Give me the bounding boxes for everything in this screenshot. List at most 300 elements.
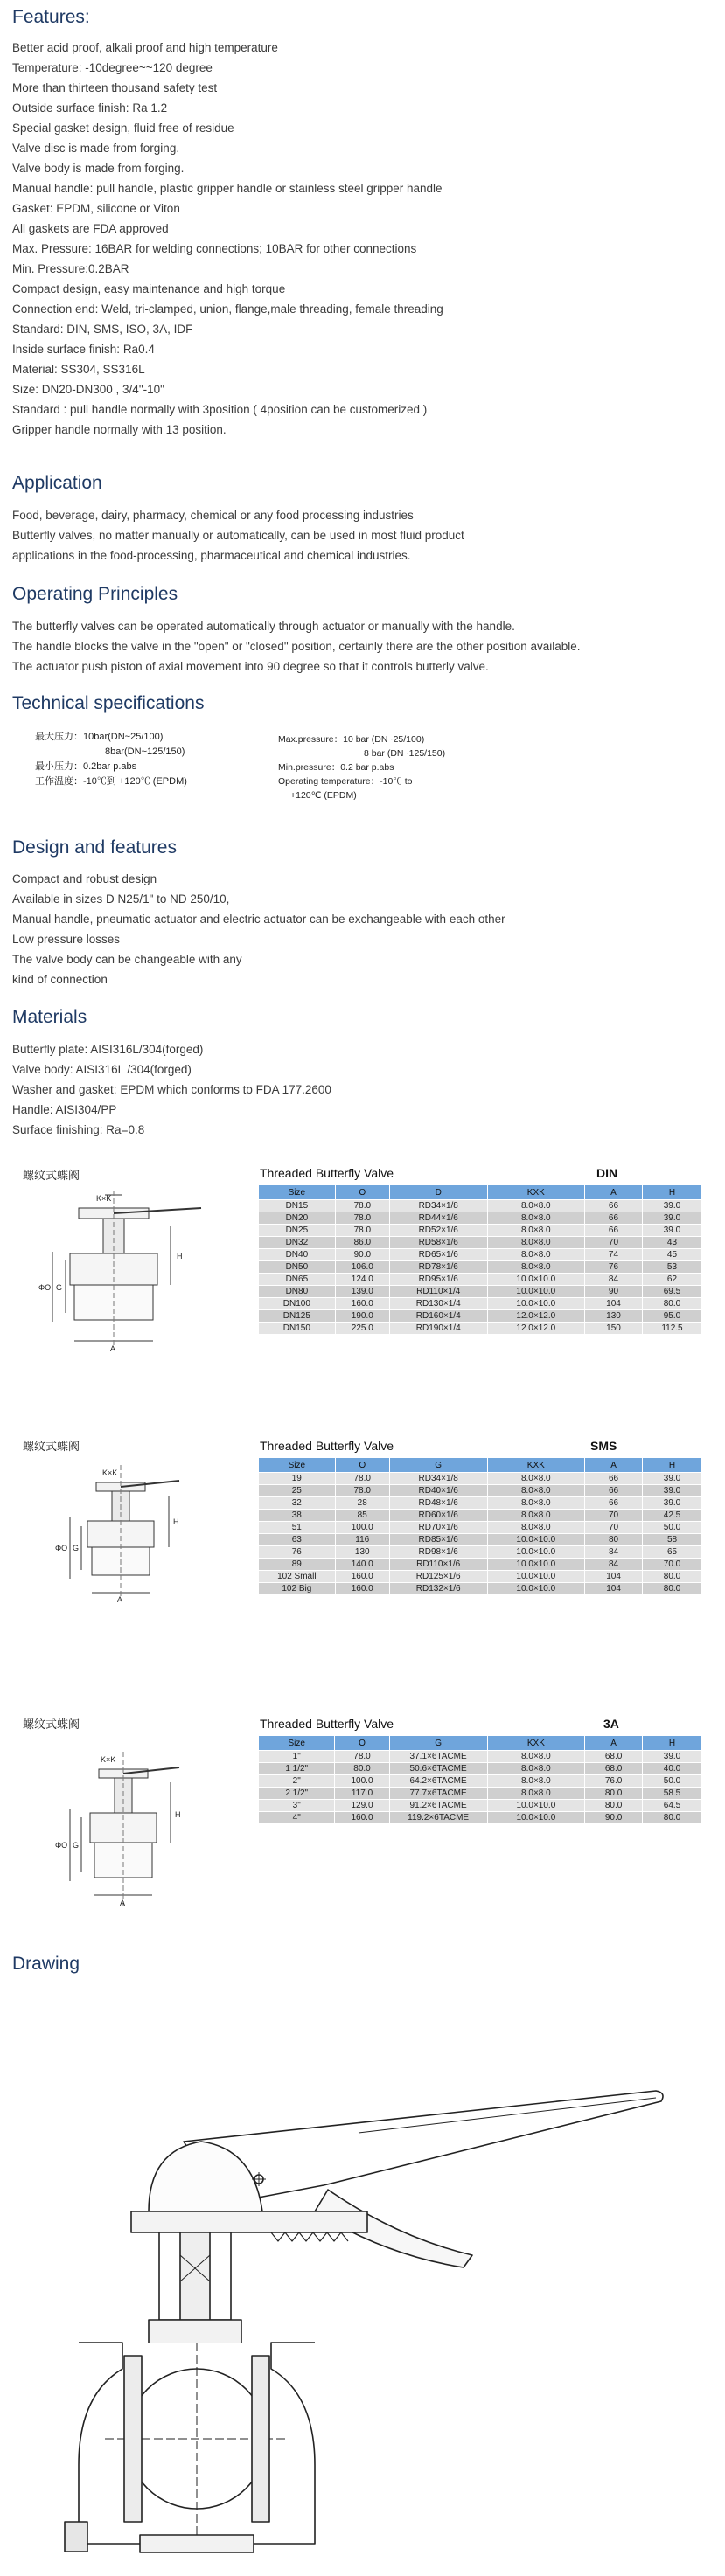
- table-cell: 64.2×6TACME: [389, 1775, 487, 1788]
- features-list-line: Outside surface finish: Ra 1.2: [12, 101, 168, 115]
- 3a-dimension-table: [258, 1735, 702, 1824]
- table-cell: 78.0: [335, 1200, 389, 1212]
- table-cell: 10.0×10.0: [487, 1546, 585, 1559]
- din-dimension-table: [258, 1184, 702, 1335]
- table-cell: 39.0: [643, 1497, 702, 1510]
- 3a-sketch-h-label: H: [175, 1810, 181, 1819]
- sms-sketch-g-label: G: [73, 1544, 80, 1552]
- din-sketch-g-label: G: [56, 1283, 63, 1292]
- table-cell: 66: [585, 1212, 643, 1225]
- table-cell: 37.1×6TACME: [389, 1751, 487, 1763]
- table-cell: RD190×1/4: [389, 1323, 487, 1335]
- din-sketch-a-label: A: [110, 1344, 116, 1353]
- table-cell: 85: [335, 1510, 389, 1522]
- operating-principles-text-line: The handle blocks the valve in the "open" or "closed" position, certainly there are the other position available.: [12, 640, 581, 653]
- table-cell: 70: [585, 1237, 643, 1249]
- design-features-list-line: kind of connection: [12, 973, 108, 986]
- drawing-heading: Drawing: [12, 1954, 80, 1974]
- sms-table-standard: SMS: [590, 1439, 617, 1453]
- design-features-list-line: Compact and robust design: [12, 872, 157, 885]
- table-row: [259, 1225, 702, 1237]
- table-cell: DN20: [259, 1212, 336, 1225]
- table-cell: 80.0: [643, 1812, 702, 1824]
- table-cell: 104: [585, 1571, 643, 1583]
- table-cell: DN125: [259, 1310, 336, 1323]
- features-list-line: Manual handle: pull handle, plastic gripper handle or stainless steel gripper handle: [12, 182, 443, 195]
- 3a-sketch-o-label: ΦO: [55, 1841, 68, 1850]
- table-cell: 8.0×8.0: [487, 1473, 585, 1485]
- table-cell: 80.0: [585, 1800, 643, 1812]
- sms-table-title: Threaded Butterfly Valve: [260, 1439, 394, 1453]
- din-sketch-kxk-label: K×K: [96, 1194, 112, 1203]
- features-list-line: Standard : pull handle normally with 3position ( 4position can be customerized ): [12, 403, 428, 416]
- table-row: [259, 1497, 702, 1510]
- table-cell: 160.0: [335, 1298, 389, 1310]
- table-cell: 66: [585, 1473, 643, 1485]
- table-cell: 76: [259, 1546, 336, 1559]
- table-cell: 38: [259, 1510, 336, 1522]
- table-cell: 53: [642, 1261, 701, 1274]
- operating-principles-text-line: The butterfly valves can be operated automatically through actuator or manually with the handle.: [12, 620, 515, 633]
- sms-sketch-o-label: ΦO: [55, 1544, 68, 1552]
- table-cell: RD34×1/8: [389, 1473, 487, 1485]
- table-cell: 130: [585, 1310, 643, 1323]
- materials-heading: Materials: [12, 1007, 87, 1027]
- drawing-seat-left: [124, 2356, 142, 2522]
- table-row: [259, 1473, 702, 1485]
- table-cell: 119.2×6TACME: [389, 1812, 487, 1824]
- column-header: Size: [259, 1458, 336, 1473]
- features-list-line: More than thirteen thousand safety test: [12, 81, 218, 94]
- table-cell: 84: [585, 1546, 643, 1559]
- table-cell: 117.0: [335, 1788, 389, 1800]
- table-cell: 39.0: [642, 1212, 701, 1225]
- features-list-line: Better acid proof, alkali proof and high temperature: [12, 41, 278, 54]
- table-cell: 116: [335, 1534, 389, 1546]
- table-cell: RD110×1/6: [389, 1559, 487, 1571]
- table-cell: RD40×1/6: [389, 1485, 487, 1497]
- table-cell: 8.0×8.0: [487, 1485, 585, 1497]
- table-cell: DN100: [259, 1298, 336, 1310]
- column-header: A: [585, 1185, 643, 1200]
- table-cell: DN40: [259, 1249, 336, 1261]
- design-features-heading: Design and features: [12, 837, 177, 858]
- features-list-line: Standard: DIN, SMS, ISO, 3A, IDF: [12, 323, 193, 336]
- table-cell: 80.0: [643, 1571, 702, 1583]
- table-cell: 8.0×8.0: [487, 1775, 584, 1788]
- table-cell: RD44×1/6: [389, 1212, 487, 1225]
- table-cell: DN15: [259, 1200, 336, 1212]
- table-cell: 10.0×10.0: [487, 1534, 585, 1546]
- table-cell: 89: [259, 1559, 336, 1571]
- table-row: [259, 1212, 702, 1225]
- sms-sketch-h-label: H: [173, 1517, 179, 1526]
- table-cell: 78.0: [335, 1225, 389, 1237]
- table-cell: RD48×1/6: [389, 1497, 487, 1510]
- table-cell: 50.6×6TACME: [389, 1763, 487, 1775]
- spec-en-block: [278, 733, 445, 802]
- table-cell: DN65: [259, 1274, 336, 1286]
- column-header: G: [389, 1736, 487, 1751]
- table-cell: 25: [259, 1485, 336, 1497]
- table-row: [259, 1571, 702, 1583]
- drawing-plate-teeth: [271, 2232, 348, 2241]
- column-header: D: [389, 1185, 487, 1200]
- spec-en-max-pressure: Max.pressure：10 bar (DN~25/100): [278, 734, 425, 745]
- column-header: H: [643, 1736, 702, 1751]
- table-cell: 39.0: [643, 1751, 702, 1763]
- table-cell: 50.0: [643, 1775, 702, 1788]
- table-cell: 78.0: [335, 1751, 389, 1763]
- table-cell: 100.0: [335, 1522, 389, 1534]
- table-cell: RD98×1/6: [389, 1546, 487, 1559]
- table-cell: 39.0: [643, 1485, 702, 1497]
- table-cell: 8.0×8.0: [487, 1751, 584, 1763]
- operating-principles-heading: Operating Principles: [12, 584, 178, 604]
- spec-cn-temperature: 工作温度：-10℃到 +120℃ (EPDM): [35, 776, 187, 787]
- table-row: [259, 1200, 702, 1212]
- table-cell: 78.0: [335, 1485, 389, 1497]
- table-cell: 66: [585, 1225, 643, 1237]
- table-cell: RD70×1/6: [389, 1522, 487, 1534]
- 3a-valve-sketch: [48, 1743, 197, 1909]
- table-cell: 69.5: [642, 1286, 701, 1298]
- table-cell: 32: [259, 1497, 336, 1510]
- application-text-line: applications in the food-processing, pharmaceutical and chemical industries.: [12, 549, 411, 562]
- table-cell: 90.0: [335, 1249, 389, 1261]
- table-cell: 76.0: [585, 1775, 643, 1788]
- table-cell: 39.0: [642, 1200, 701, 1212]
- features-list-line: Size: DN20-DN300 , 3/4"-10": [12, 383, 164, 396]
- table-cell: 28: [335, 1497, 389, 1510]
- table-cell: RD65×1/6: [389, 1249, 487, 1261]
- features-list-line: Valve body is made from forging.: [12, 162, 185, 175]
- table-row: [259, 1534, 702, 1546]
- table-cell: 45: [642, 1249, 701, 1261]
- table-cell: 66: [585, 1497, 643, 1510]
- table-cell: 58.5: [643, 1788, 702, 1800]
- materials-list-line: Butterfly plate: AISI316L/304(forged): [12, 1043, 204, 1056]
- operating-principles-text-line: The actuator push piston of axial movement into 90 degree so that it controls butterly valve.: [12, 660, 489, 673]
- column-header: KXK: [487, 1185, 585, 1200]
- materials-list-line: Handle: AISI304/PP: [12, 1103, 117, 1116]
- column-header: A: [585, 1458, 643, 1473]
- table-cell: 90: [585, 1286, 643, 1298]
- column-header: Size: [259, 1736, 335, 1751]
- 3a-table-title: Threaded Butterfly Valve: [260, 1717, 394, 1731]
- din-cn-label: 螺纹式蝶阀: [23, 1169, 80, 1182]
- table-cell: 84: [585, 1274, 643, 1286]
- application-text: [12, 505, 464, 566]
- drawing-seat-right: [252, 2356, 269, 2522]
- table-row: [259, 1274, 702, 1286]
- table-cell: 80.0: [585, 1788, 643, 1800]
- table-cell: 1 1/2": [259, 1763, 335, 1775]
- table-row: [259, 1237, 702, 1249]
- column-header: O: [335, 1736, 389, 1751]
- sms-valve-sketch: [48, 1465, 197, 1605]
- table-cell: DN50: [259, 1261, 336, 1274]
- table-cell: 80.0: [335, 1763, 389, 1775]
- table-cell: RD58×1/6: [389, 1237, 487, 1249]
- table-row: [259, 1286, 702, 1298]
- table-cell: 8.0×8.0: [487, 1510, 585, 1522]
- table-cell: 10.0×10.0: [487, 1559, 585, 1571]
- table-cell: RD125×1/6: [389, 1571, 487, 1583]
- 3a-table-standard: 3A: [603, 1717, 619, 1731]
- table-cell: 78.0: [335, 1473, 389, 1485]
- table-cell: 80: [585, 1534, 643, 1546]
- features-list-line: Special gasket design, fluid free of residue: [12, 122, 234, 135]
- table-cell: 40.0: [643, 1763, 702, 1775]
- 3a-cn-label: 螺纹式蝶阀: [23, 1718, 80, 1731]
- table-header-row: [259, 1458, 702, 1473]
- table-cell: 64.5: [643, 1800, 702, 1812]
- table-cell: 112.5: [642, 1323, 701, 1335]
- table-cell: 2": [259, 1775, 335, 1788]
- column-header: O: [335, 1185, 389, 1200]
- table-row: [259, 1763, 702, 1775]
- table-cell: 10.0×10.0: [487, 1583, 585, 1595]
- table-cell: 66: [585, 1200, 643, 1212]
- table-cell: DN25: [259, 1225, 336, 1237]
- table-cell: 100.0: [335, 1775, 389, 1788]
- design-features-list: [12, 869, 505, 989]
- features-list-line: Connection end: Weld, tri-clamped, union, flange,male threading, female threading: [12, 302, 443, 316]
- column-header: Size: [259, 1185, 336, 1200]
- drawing-bottom-nut: [65, 2522, 87, 2552]
- table-cell: 10.0×10.0: [487, 1298, 585, 1310]
- table-cell: 104: [585, 1298, 643, 1310]
- features-list-line: Max. Pressure: 16BAR for welding connections; 10BAR for other connections: [12, 242, 417, 255]
- table-cell: 139.0: [335, 1286, 389, 1298]
- spec-cn-min-pressure: 最小压力：0.2bar p.abs: [35, 761, 137, 772]
- table-cell: 8.0×8.0: [487, 1200, 585, 1212]
- features-list-line: Min. Pressure:0.2BAR: [12, 262, 129, 275]
- spec-en-max-pressure-2: 8 bar (DN~125/150): [364, 748, 446, 759]
- column-header: H: [643, 1458, 702, 1473]
- design-features-list-line: The valve body can be changeable with any: [12, 953, 242, 966]
- table-cell: 124.0: [335, 1274, 389, 1286]
- table-cell: 43: [642, 1237, 701, 1249]
- column-header: A: [585, 1736, 643, 1751]
- table-cell: 8.0×8.0: [487, 1497, 585, 1510]
- din-table-standard: DIN: [596, 1166, 618, 1180]
- table-row: [259, 1788, 702, 1800]
- table-cell: 10.0×10.0: [487, 1286, 585, 1298]
- features-list: [12, 38, 443, 440]
- din-sketch-o-label: ΦO: [38, 1283, 52, 1292]
- table-cell: 91.2×6TACME: [389, 1800, 487, 1812]
- table-cell: 8.0×8.0: [487, 1763, 584, 1775]
- table-row: [259, 1522, 702, 1534]
- table-cell: RD110×1/4: [389, 1286, 487, 1298]
- table-cell: 70: [585, 1522, 643, 1534]
- table-cell: 129.0: [335, 1800, 389, 1812]
- table-cell: 160.0: [335, 1812, 389, 1824]
- table-cell: 84: [585, 1559, 643, 1571]
- features-list-line: Valve disc is made from forging.: [12, 142, 180, 155]
- table-cell: 10.0×10.0: [487, 1274, 585, 1286]
- table-cell: RD85×1/6: [389, 1534, 487, 1546]
- column-header: KXK: [487, 1458, 585, 1473]
- features-list-line: Temperature: -10degree~~120 degree: [12, 61, 213, 74]
- design-features-list-line: Low pressure losses: [12, 933, 121, 946]
- table-cell: DN32: [259, 1237, 336, 1249]
- table-cell: 65: [643, 1546, 702, 1559]
- table-cell: 39.0: [643, 1473, 702, 1485]
- technical-specifications-heading: Technical specifications: [12, 693, 205, 713]
- spec-cn-max-pressure: 最大压力：10bar(DN~25/100): [35, 732, 164, 742]
- application-text-line: Food, beverage, dairy, pharmacy, chemical or any food processing industries: [12, 509, 414, 522]
- table-cell: DN150: [259, 1323, 336, 1335]
- table-cell: 90.0: [585, 1812, 643, 1824]
- table-cell: RD78×1/6: [389, 1261, 487, 1274]
- features-list-line: Material: SS304, SS316L: [12, 363, 145, 376]
- table-cell: 104: [585, 1583, 643, 1595]
- drawing-stem: [180, 2232, 210, 2320]
- spec-cn-block: [35, 730, 187, 789]
- table-row: [259, 1323, 702, 1335]
- table-cell: 3": [259, 1800, 335, 1812]
- table-cell: DN80: [259, 1286, 336, 1298]
- drawing-bottom-flange: [140, 2535, 254, 2552]
- table-row: [259, 1298, 702, 1310]
- materials-list-line: Surface finishing: Ra=0.8: [12, 1123, 145, 1136]
- din-table-title: Threaded Butterfly Valve: [260, 1166, 394, 1180]
- table-row: [259, 1261, 702, 1274]
- table-cell: 4": [259, 1812, 335, 1824]
- table-cell: 8.0×8.0: [487, 1788, 584, 1800]
- table-cell: 8.0×8.0: [487, 1261, 585, 1274]
- table-cell: 150: [585, 1323, 643, 1335]
- table-cell: 62: [642, 1274, 701, 1286]
- table-cell: 10.0×10.0: [487, 1800, 584, 1812]
- table-cell: RD60×1/6: [389, 1510, 487, 1522]
- features-heading: Features:: [12, 7, 90, 27]
- table-cell: 78.0: [335, 1212, 389, 1225]
- table-cell: 2 1/2": [259, 1788, 335, 1800]
- design-features-list-line: Available in sizes D N25/1" to ND 250/10,: [12, 892, 230, 906]
- table-cell: 12.0×12.0: [487, 1310, 585, 1323]
- table-cell: 1": [259, 1751, 335, 1763]
- sms-cn-label: 螺纹式蝶阀: [23, 1440, 80, 1453]
- table-cell: 80.0: [643, 1583, 702, 1595]
- 3a-sketch-a-label: A: [120, 1899, 126, 1907]
- materials-list-line: Washer and gasket: EPDM which conforms to FDA 177.2600: [12, 1083, 331, 1096]
- column-header: O: [335, 1458, 389, 1473]
- table-cell: 130: [335, 1546, 389, 1559]
- table-cell: 51: [259, 1522, 336, 1534]
- table-row: [259, 1812, 702, 1824]
- table-cell: 19: [259, 1473, 336, 1485]
- table-row: [259, 1583, 702, 1595]
- table-row: [259, 1751, 702, 1763]
- table-cell: RD132×1/6: [389, 1583, 487, 1595]
- table-cell: 160.0: [335, 1571, 389, 1583]
- table-cell: 77.7×6TACME: [389, 1788, 487, 1800]
- table-cell: 8.0×8.0: [487, 1225, 585, 1237]
- table-cell: 70: [585, 1510, 643, 1522]
- table-header-row: [259, 1185, 702, 1200]
- features-list-line: Gripper handle normally with 13 position.: [12, 423, 227, 436]
- table-cell: 95.0: [642, 1310, 701, 1323]
- din-valve-sketch: [26, 1191, 219, 1357]
- features-list-line: Gasket: EPDM, silicone or Viton: [12, 202, 180, 215]
- table-row: [259, 1775, 702, 1788]
- application-text-line: Butterfly valves, no matter manually or automatically, can be used in most fluid product: [12, 529, 464, 542]
- table-cell: 76: [585, 1261, 643, 1274]
- table-cell: 70.0: [643, 1559, 702, 1571]
- sms-dimension-table: [258, 1457, 702, 1595]
- 3a-sketch-kxk-label: K×K: [101, 1755, 116, 1764]
- table-cell: 80.0: [642, 1298, 701, 1310]
- table-cell: 8.0×8.0: [487, 1522, 585, 1534]
- table-cell: 106.0: [335, 1261, 389, 1274]
- table-cell: 10.0×10.0: [487, 1571, 585, 1583]
- spec-en-min-pressure: Min.pressure：0.2 bar p.abs: [278, 762, 394, 773]
- materials-list: [12, 1039, 331, 1140]
- table-cell: 39.0: [642, 1225, 701, 1237]
- table-cell: RD52×1/6: [389, 1225, 487, 1237]
- sms-sketch-a-label: A: [117, 1595, 123, 1604]
- features-list-line: Compact design, easy maintenance and high torque: [12, 282, 286, 295]
- table-cell: 102 Big: [259, 1583, 336, 1595]
- table-cell: 74: [585, 1249, 643, 1261]
- features-list-line: All gaskets are FDA approved: [12, 222, 169, 235]
- table-cell: 225.0: [335, 1323, 389, 1335]
- sms-sketch-kxk-label: K×K: [102, 1469, 118, 1477]
- table-row: [259, 1510, 702, 1522]
- spec-en-temperature: Operating temperature：-10℃ to: [278, 776, 413, 787]
- table-cell: 63: [259, 1534, 336, 1546]
- table-cell: RD130×1/4: [389, 1298, 487, 1310]
- table-cell: 8.0×8.0: [487, 1249, 585, 1261]
- table-cell: 58: [643, 1534, 702, 1546]
- table-cell: 10.0×10.0: [487, 1812, 584, 1824]
- table-cell: 42.5: [643, 1510, 702, 1522]
- 3a-sketch-g-label: G: [73, 1841, 80, 1850]
- table-cell: 190.0: [335, 1310, 389, 1323]
- table-cell: 66: [585, 1485, 643, 1497]
- table-cell: 50.0: [643, 1522, 702, 1534]
- drawing-locking-plate: [131, 2211, 367, 2232]
- table-header-row: [259, 1736, 702, 1751]
- table-row: [259, 1800, 702, 1812]
- table-cell: 86.0: [335, 1237, 389, 1249]
- application-heading: Application: [12, 473, 102, 493]
- table-cell: 68.0: [585, 1763, 643, 1775]
- spec-en-temperature-2: +120℃ (EPDM): [290, 790, 357, 801]
- table-cell: RD160×1/4: [389, 1310, 487, 1323]
- table-cell: RD95×1/6: [389, 1274, 487, 1286]
- butterfly-valve-drawing: [52, 2080, 682, 2570]
- design-features-list-line: Manual handle, pneumatic actuator and electric actuator can be exchangeable with each other: [12, 913, 505, 926]
- column-header: G: [389, 1458, 487, 1473]
- operating-principles-text: [12, 616, 581, 677]
- table-cell: 12.0×12.0: [487, 1323, 585, 1335]
- table-cell: RD34×1/8: [389, 1200, 487, 1212]
- column-header: H: [642, 1185, 701, 1200]
- table-row: [259, 1249, 702, 1261]
- table-cell: 160.0: [335, 1583, 389, 1595]
- table-row: [259, 1546, 702, 1559]
- table-cell: 102 Small: [259, 1571, 336, 1583]
- din-sketch-h-label: H: [177, 1252, 183, 1260]
- table-cell: 8.0×8.0: [487, 1237, 585, 1249]
- table-row: [259, 1559, 702, 1571]
- spec-cn-max-pressure-2: 8bar(DN~125/150): [105, 746, 185, 757]
